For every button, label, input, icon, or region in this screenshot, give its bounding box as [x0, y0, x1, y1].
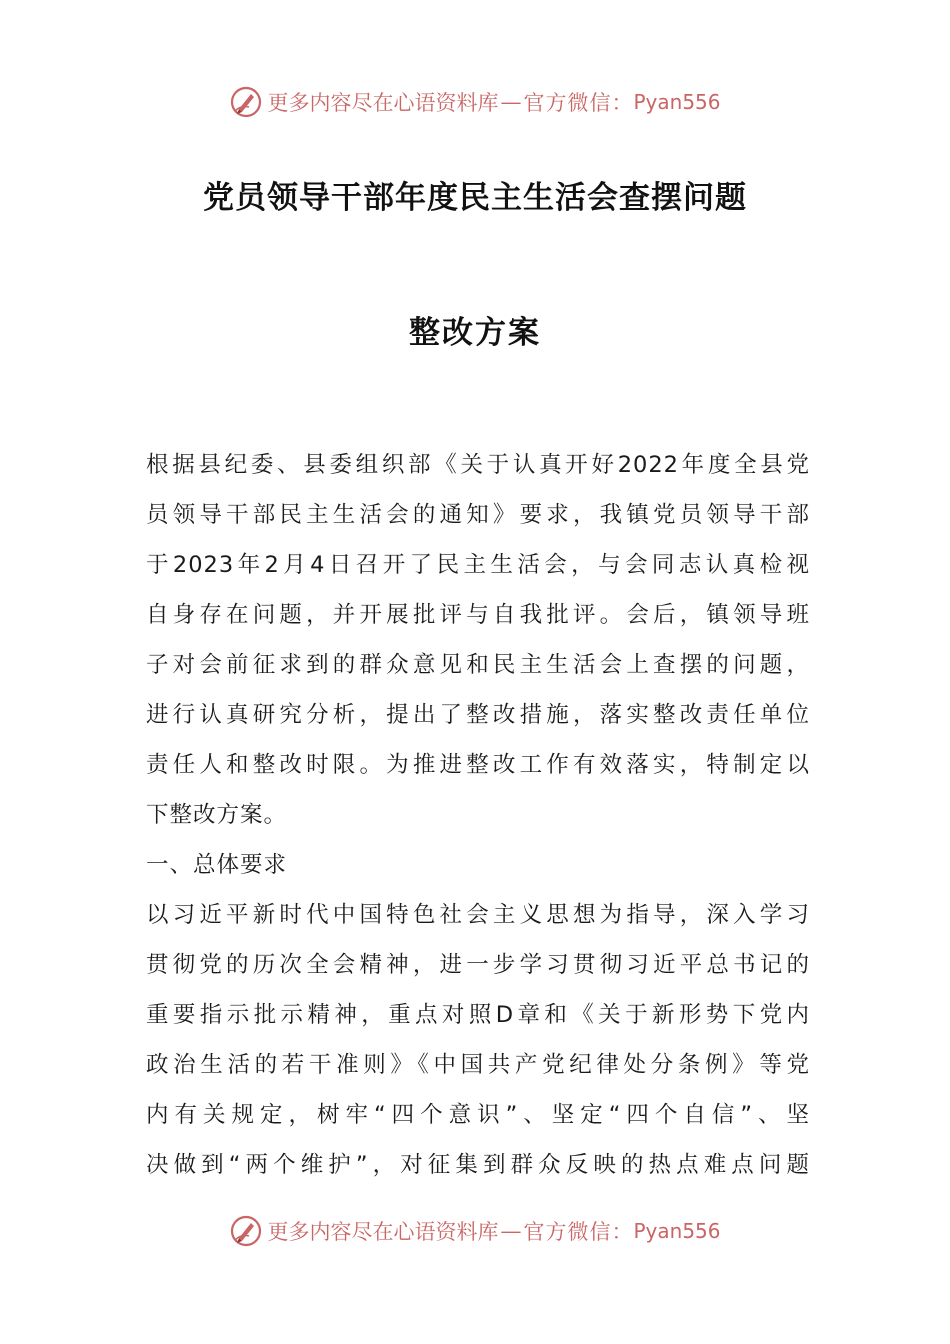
body-line: 下整改方案。	[146, 802, 288, 828]
watermark-contact-label: 官方微信：	[523, 1220, 634, 1244]
section-heading: 一、总体要求	[146, 852, 288, 878]
footer-watermark	[0, 1211, 950, 1251]
watermark-brand-text: 更多内容尽在心语资料库	[267, 91, 499, 115]
watermark-dash: —	[500, 90, 522, 114]
document-body	[146, 440, 810, 1190]
body-line: 于2023年2月4日召开了民主生活会，与会同志认真检视	[146, 552, 810, 578]
body-line: 进行认真研究分析，提出了整改措施，落实整改责任单位	[146, 702, 810, 728]
body-line: 根据县纪委、县委组织部《关于认真开好2022年度全县党	[146, 452, 810, 478]
watermark-contact-label: 官方微信：	[523, 91, 634, 115]
body-line: 政治生活的若干准则》《中国共产党纪律处分条例》等党	[146, 1052, 810, 1078]
body-line: 决做到“两个维护”，对征集到群众反映的热点难点问题	[146, 1152, 810, 1178]
header-watermark	[0, 82, 950, 122]
watermark-dash: —	[500, 1219, 522, 1243]
body-line: 自身存在问题，并开展批评与自我批评。会后，镇领导班	[146, 602, 810, 628]
document-title-line-1: 党员领导干部年度民主生活会查摆问题	[203, 180, 747, 216]
watermark-wechat-id: Pyan556	[633, 90, 721, 114]
body-line: 重要指示批示精神，重点对照D章和《关于新形势下党内	[146, 1002, 810, 1028]
body-line: 内有关规定，树牢“四个意识”、坚定“四个自信”、坚	[146, 1102, 810, 1128]
pen-circle-logo-icon	[229, 1214, 263, 1248]
watermark-brand-text: 更多内容尽在心语资料库	[267, 1220, 499, 1244]
body-line: 责任人和整改时限。为推进整改工作有效落实，特制定以	[146, 752, 810, 778]
watermark-wechat-id: Pyan556	[633, 1219, 721, 1243]
body-line: 子对会前征求到的群众意见和民主生活会上查摆的问题，	[146, 652, 810, 678]
body-line: 贯彻党的历次全会精神，进一步学习贯彻习近平总书记的	[146, 952, 810, 978]
pen-circle-logo-icon	[229, 85, 263, 119]
document-title-line-2: 整改方案	[409, 315, 541, 351]
body-line: 员领导干部民主生活会的通知》要求，我镇党员领导干部	[146, 502, 810, 528]
body-line: 以习近平新时代中国特色社会主义思想为指导，深入学习	[146, 902, 810, 928]
